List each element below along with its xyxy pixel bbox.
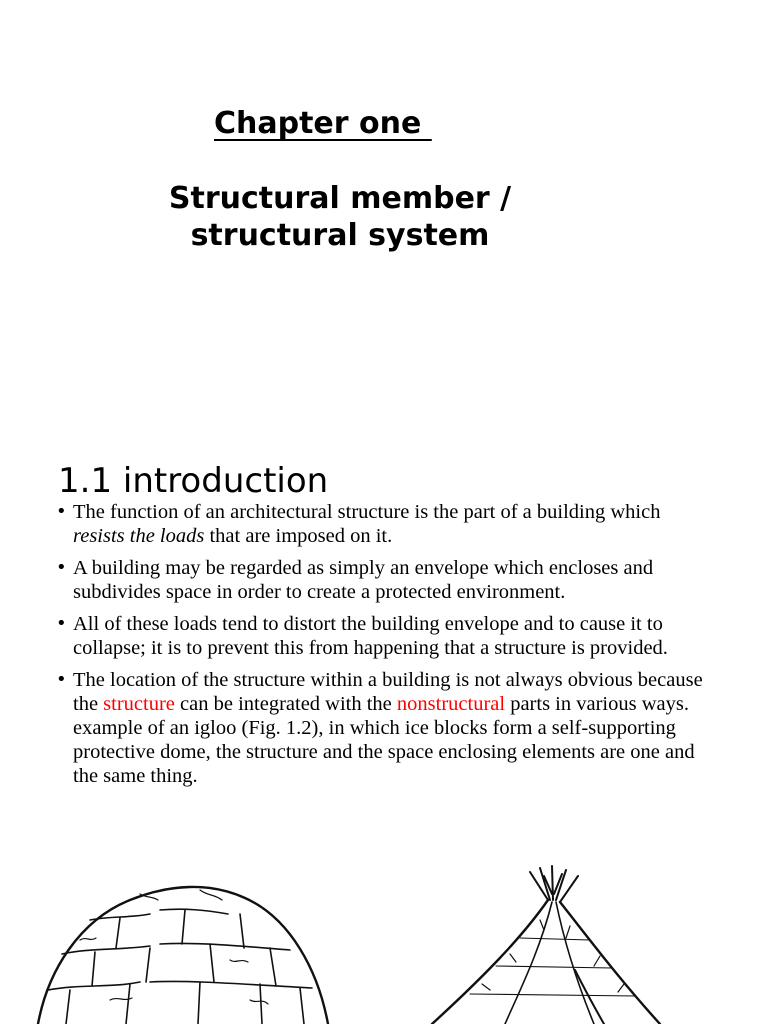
bullet-marker: •: [56, 501, 67, 522]
bullet-marker: •: [56, 557, 67, 578]
highlight-structure: structure: [103, 693, 175, 715]
bullet-text: All of these loads tend to distort the building envelope and to cause it to collapse; it is to prevent this from happening that a structure is provided.: [73, 613, 668, 659]
bullet-item-2: [56, 556, 716, 604]
highlight-nonstructural: nonstructural: [396, 693, 506, 715]
bullet-marker: •: [56, 669, 67, 690]
chapter-subtitle: [120, 180, 560, 254]
chapter-title: Chapter one: [214, 106, 432, 141]
illustrations: [0, 850, 768, 1024]
bullet-item-4: [56, 668, 716, 788]
subtitle-line-2: structural system: [190, 218, 490, 253]
bullet-text: The location of the structure within a building is not always obvious because the: [73, 669, 703, 715]
igloo-drawing: [38, 887, 328, 1024]
emphasis-text: resists the loads: [73, 525, 205, 547]
bullet-text: A building may be regarded as simply an envelope which encloses and subdivides space in order to create a protected environment.: [73, 557, 654, 603]
bullet-marker: •: [56, 613, 67, 634]
bullet-list: [56, 500, 716, 796]
section-heading: 1.1 introduction: [58, 461, 329, 501]
bullet-item-3: [56, 612, 716, 660]
bullet-text: The function of an architectural structure is the part of a building which: [73, 501, 661, 523]
bullet-text: that are imposed on it.: [204, 525, 393, 547]
bullet-item-1: [56, 500, 716, 548]
bullet-text: parts in various ways. example of an igloo (Fig. 1.2), in which ice blocks form a self-supporting protective dome, the structure and the space enclosing elements are one and the same thing.: [73, 693, 695, 787]
tipi-drawing: [432, 866, 660, 1024]
bullet-text: can be integrated with the: [174, 693, 397, 715]
subtitle-line-1: Structural member /: [168, 181, 512, 216]
